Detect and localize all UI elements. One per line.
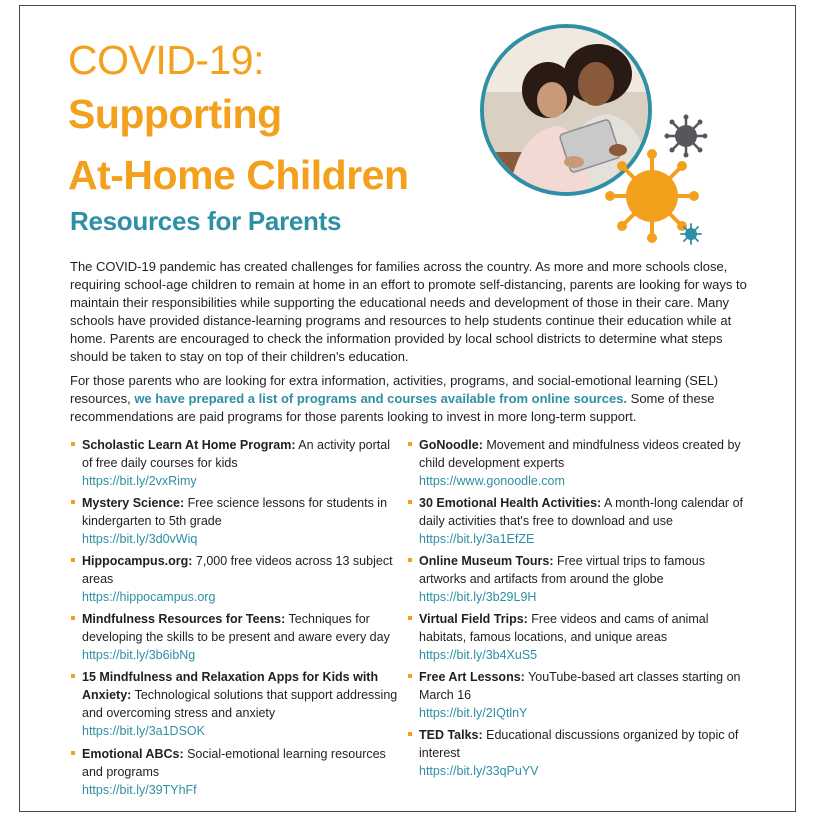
- resource-item: [408, 726, 748, 780]
- title-line-3: At-Home Children: [68, 152, 409, 198]
- resource-name: Mystery Science:: [82, 496, 185, 510]
- resource-description: Free virtual trips to famous artworks and artifacts from around the globe: [419, 554, 705, 586]
- resources-highlight: we have prepared a list of programs and courses available from online sources.: [134, 391, 628, 406]
- resource-link[interactable]: https://bit.ly/3d0vWiq: [82, 532, 198, 546]
- virus-tiny-teal-icon: [679, 222, 703, 246]
- resource-link[interactable]: https://bit.ly/39TYhFf: [82, 783, 197, 797]
- resource-name: Emotional ABCs:: [82, 747, 184, 761]
- resource-name: Online Museum Tours:: [419, 554, 554, 568]
- title-line-1: COVID-19:: [68, 37, 264, 83]
- resource-description: An activity portal of free daily courses for kids: [82, 438, 390, 470]
- resource-link[interactable]: https://bit.ly/3b29L9H: [419, 590, 537, 604]
- resource-item: [71, 436, 401, 490]
- resource-item: [408, 610, 748, 664]
- resource-description: Technological solutions that support addressing and overcoming stress and anxiety: [82, 688, 398, 720]
- resource-link[interactable]: https://bit.ly/3a1DSOK: [82, 724, 205, 738]
- resource-description: Free videos and cams of animal habitats, famous locations, and unique areas: [419, 612, 709, 644]
- resource-item: [71, 494, 401, 548]
- resource-list-left: [71, 436, 401, 799]
- resource-link[interactable]: https://hippocampus.org: [82, 590, 216, 604]
- resource-name: 30 Emotional Health Activities:: [419, 496, 602, 510]
- resource-link[interactable]: https://bit.ly/3b6ibNg: [82, 648, 196, 662]
- resource-item: [71, 610, 401, 664]
- resource-name: Virtual Field Trips:: [419, 612, 528, 626]
- resource-name: Mindfulness Resources for Teens:: [82, 612, 286, 626]
- resource-description: Movement and mindfulness videos created by child development experts: [419, 438, 741, 470]
- resource-item: [71, 745, 401, 799]
- resource-description: Techniques for developing the skills to be present and aware every day: [82, 612, 390, 644]
- resource-name: GoNoodle:: [419, 438, 483, 452]
- resource-link[interactable]: https://bit.ly/2IQtlnY: [419, 706, 528, 720]
- resource-item: [408, 436, 748, 490]
- resource-name: Hippocampus.org:: [82, 554, 193, 568]
- resource-name: Scholastic Learn At Home Program:: [82, 438, 296, 452]
- resource-description: A month-long calendar of daily activities that's free to download and use: [419, 496, 743, 528]
- resource-description: Educational discussions organized by topic of interest: [419, 728, 739, 760]
- resources-paragraph-lead: For those parents who are looking for extra information, activities, programs, and social-emotional learning (SEL) resources,: [70, 373, 719, 406]
- resource-list-right: [408, 436, 748, 780]
- title-line-2: Supporting: [68, 91, 282, 137]
- resource-description: YouTube-based art classes starting on March 16: [419, 670, 741, 702]
- subtitle: Resources for Parents: [70, 206, 342, 236]
- resource-link[interactable]: https://bit.ly/3b4XuS5: [419, 648, 538, 662]
- resource-name: 15 Mindfulness and Relaxation Apps for Kids with Anxiety:: [82, 670, 379, 702]
- resource-description: Free science lessons for students in kindergarten to 5th grade: [82, 496, 388, 528]
- resource-description: 7,000 free videos across 13 subject areas: [82, 554, 393, 586]
- resources-paragraph-tail: Some of these recommendations are paid programs for those parents looking to invest in more long-term support.: [70, 391, 715, 424]
- resource-item: [408, 494, 748, 548]
- resources-paragraph: [70, 372, 750, 426]
- resource-name: TED Talks:: [419, 728, 483, 742]
- resource-item: [71, 552, 401, 606]
- resource-description: Social-emotional learning resources and programs: [82, 747, 386, 779]
- intro-paragraph: The COVID-19 pandemic has created challenges for families across the country. As more and more schools close, requiring school-age children to remain at home in an effort to promote self-distancing, parents are looking for ways to maintain their responsibilities while supporting the educational needs and development of those in their care. Many schools have provided distance-learning programs and resources to help students continue their education while at home. Parents are encouraged to check the information provided by local school districts to determine what steps should be taken to stay on top of their children's education.: [70, 259, 747, 364]
- resource-link[interactable]: https://bit.ly/33qPuYV: [419, 764, 539, 778]
- resource-link[interactable]: https://www.gonoodle.com: [419, 474, 565, 488]
- resource-item: [408, 552, 748, 606]
- resource-link[interactable]: https://bit.ly/2vxRimy: [82, 474, 197, 488]
- resource-name: Free Art Lessons:: [419, 670, 525, 684]
- resource-item: [71, 668, 401, 740]
- resource-item: [408, 668, 748, 722]
- resource-link[interactable]: https://bit.ly/3a1EfZE: [419, 532, 535, 546]
